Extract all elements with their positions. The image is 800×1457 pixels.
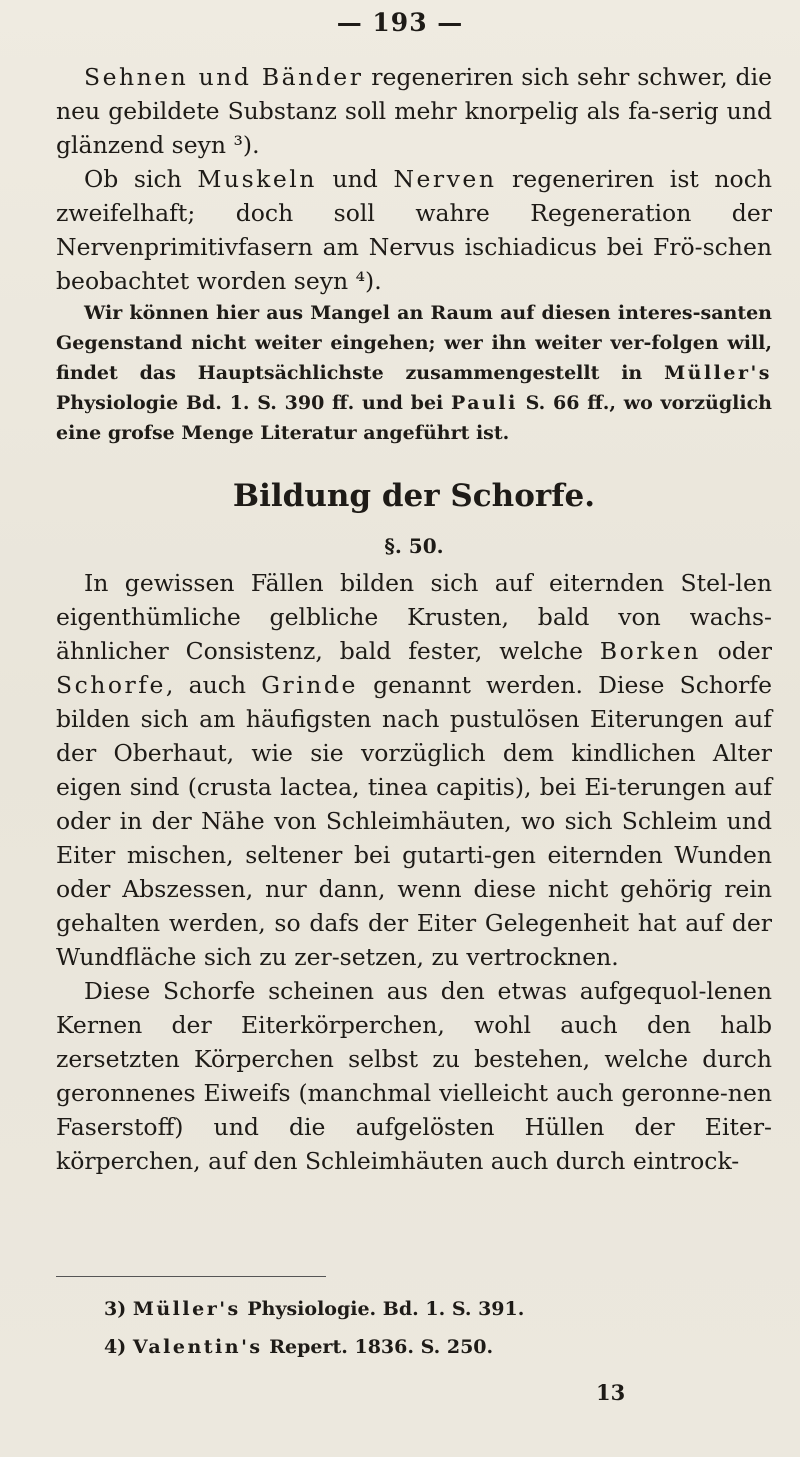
paragraph-literature-note	[56, 298, 772, 448]
text-run: Wir können hier aus Mangel an Raum auf diesen interes-santen Gegenstand nicht weiter eingehen; wer ihn weiter ver-folgen will, findet das Hauptsächlichste zusammengestellt in	[56, 302, 772, 384]
text-run: Repert. 1836. S. 250.	[262, 1336, 494, 1358]
footnote-divider	[56, 1276, 326, 1277]
footnote-marker: 3)	[104, 1298, 133, 1320]
paragraph-tendons	[56, 60, 772, 162]
text-run: In gewissen Fällen bilden sich auf eiternden Stel-len eigenthümliche gelbliche Krusten, bald von wachs-ähnlicher Consistenz, bald fester, welche	[56, 569, 772, 665]
spaced-term: Grinde	[261, 671, 358, 699]
text-run: Physiologie Bd. 1. S. 390 ff. und bei	[56, 392, 452, 414]
text-run: oder	[700, 637, 773, 665]
spaced-term: Valentin's	[132, 1336, 263, 1358]
paragraph-crusts	[56, 566, 772, 974]
spaced-term: Borken	[599, 637, 701, 665]
chapter-heading: Bildung der Schorfe.	[232, 478, 596, 514]
spaced-term: Schorfe	[56, 671, 166, 699]
footnote-marker: 4)	[104, 1336, 133, 1358]
signature-mark: 13	[596, 1380, 626, 1405]
footnote-3	[104, 1290, 754, 1328]
spaced-term: Muskeln	[197, 165, 317, 193]
spaced-term: Nerven	[393, 165, 497, 193]
text-run: S. 66 ff., wo vorzüglich eine grofse Menge Literatur angeführt ist.	[56, 392, 772, 444]
text-run: genannt werden. Diese Schorfe bilden sich am häufigsten nach pustulösen Eiterungen auf der Oberhaut, wie sie vorzüglich dem kindlichen Alter eigen sind (crusta lactea, tinea capitis), bei Ei-terungen auf oder in der Nähe von Schleimhäuten, wo sich Schleim und Eiter mischen, seltener bei gutarti-gen eiternden Wunden oder Abszessen, nur dann, wenn diese nicht gehörig rein gehalten werden, so dafs der Eiter Gelegenheit hat auf der Wundfläche sich zu zer-setzen, zu vertrocknen.	[56, 671, 772, 971]
text-run: Ob sich	[84, 165, 198, 193]
footnotes	[104, 1290, 754, 1366]
spaced-term: Pauli	[451, 392, 518, 414]
section-number: §. 50.	[384, 534, 444, 558]
spaced-term: Müller's	[132, 1298, 241, 1320]
paragraph-scab-composition: Diese Schorfe scheinen aus den etwas aufgequol-lenen Kernen der Eiterkörperchen, wohl auch den halb zersetzten Körperchen selbst zu bestehen, welche durch geronnenes Eiweifs (manchmal vielleicht auch geronne-nen Faserstoff) und die aufgelösten Hüllen der Eiter-körperchen, auf den Schleimhäuten auch durch eintrock-	[56, 977, 772, 1175]
text-run: , auch	[165, 671, 262, 699]
text-run: regeneriren sich sehr schwer, die neu gebildete Substanz soll mehr knorpelig als fa-serig und glänzend seyn ³).	[56, 63, 773, 159]
spaced-term: Müller's	[664, 362, 772, 384]
text-run: Physiologie. Bd. 1. S. 391.	[240, 1298, 525, 1320]
text-run: und	[316, 165, 394, 193]
paragraph-muscles-nerves	[56, 162, 772, 298]
text-run: regeneriren ist noch zweifelhaft; doch soll wahre Regeneration der Nervenprimitivfasern am Nervus ischiadicus bei Frö-schen beobachtet worden seyn ⁴).	[56, 165, 772, 295]
footnote-4	[104, 1328, 754, 1366]
page-number: — 193 —	[336, 8, 464, 37]
page-body	[56, 60, 772, 1178]
spaced-term: Sehnen und Bänder	[84, 63, 364, 91]
